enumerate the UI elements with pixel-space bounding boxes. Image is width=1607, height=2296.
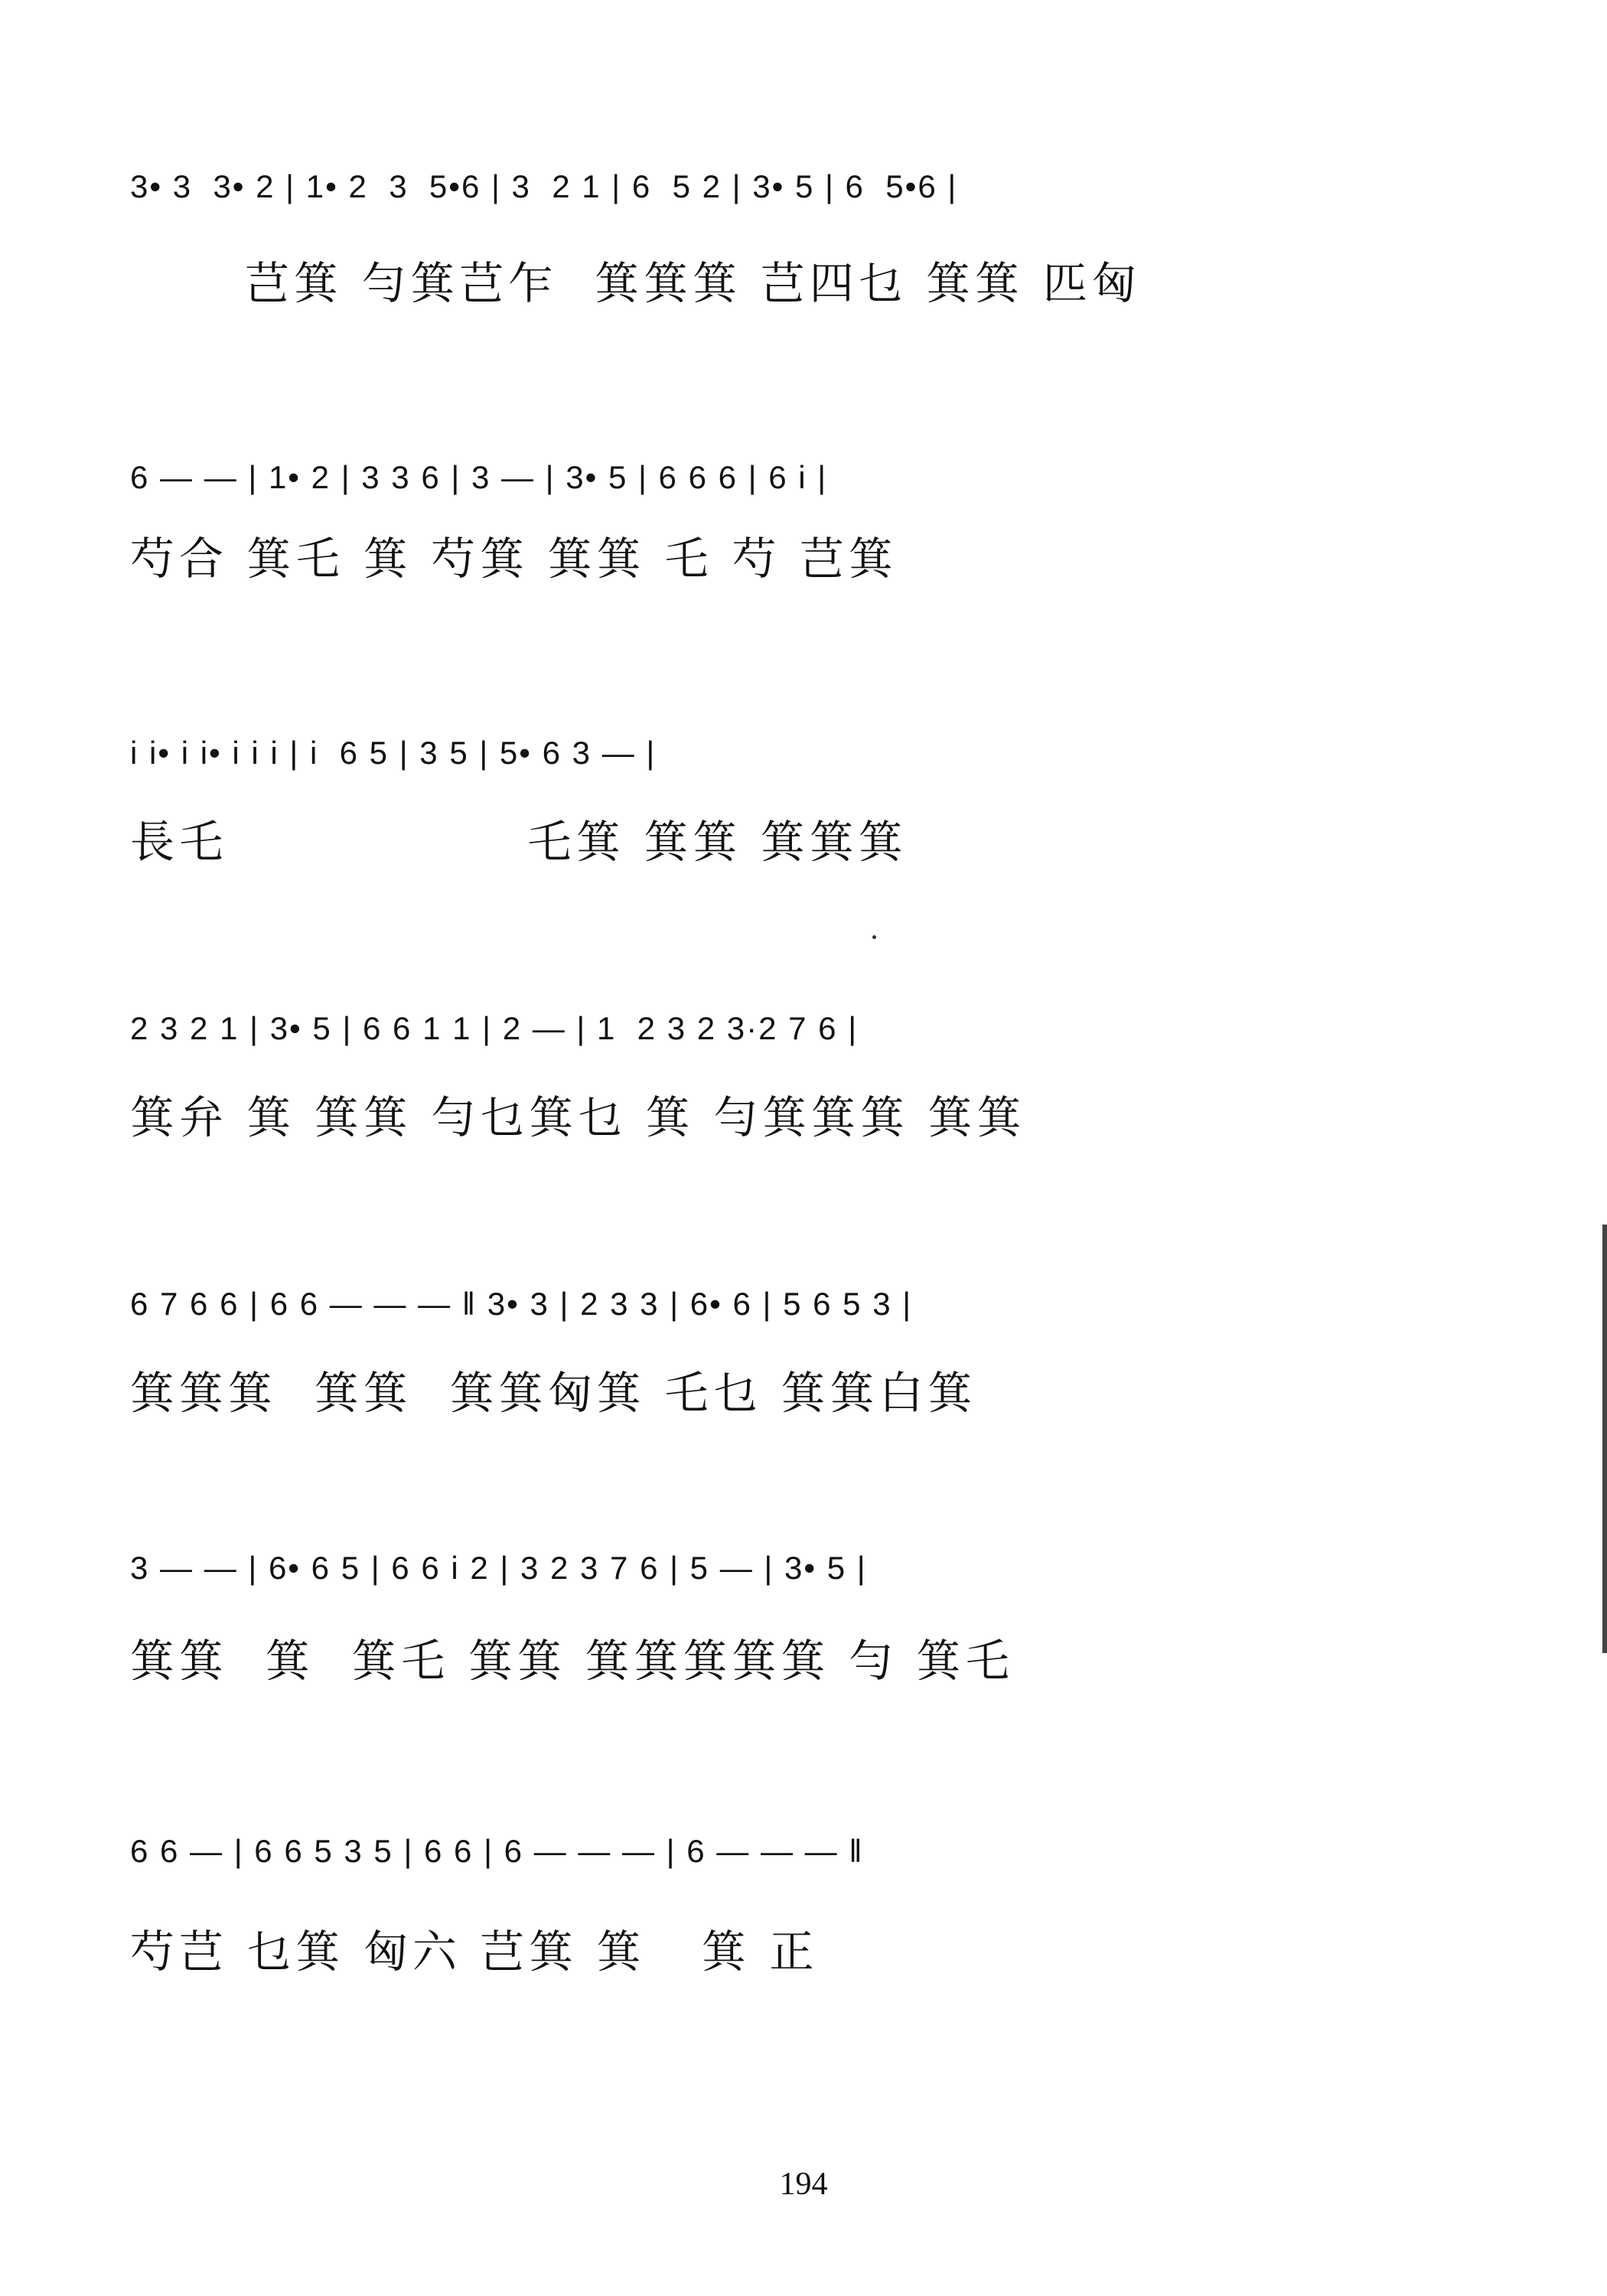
tablature-line-3: 長乇 乇箕 箕箕 箕箕箕 xyxy=(130,816,908,868)
notation-line-1: 3• 3 3• 2 | 1• 2 3 5•6 | 3 2 1 | 6 5 2 | 3• 5 | 6 5•6 | xyxy=(130,168,958,204)
tablature-line-7: 芍芑 乜箕 匈六 芑箕 箕 箕 正 xyxy=(130,1926,819,1978)
tablature-line-1: 芑箕 勻箕芑乍 箕箕箕 芑四乜 箕箕 匹匈 xyxy=(245,257,1141,309)
tablature-line-6: 箕箕 箕 箕乇 箕箕 箕箕箕箕箕 勻 箕乇 xyxy=(130,1635,1015,1687)
notation-line-3: i i• i i• i i i | i 6 5 | 3 5 | 5• 6 3 — | xyxy=(130,735,657,771)
tablature-line-5: 箕箕箕 箕箕 箕箕匈箕 乇乜 箕箕白箕 xyxy=(130,1367,977,1419)
notation-line-4: 2 3 2 1 | 3• 5 | 6 6 1 1 | 2 — | 1 2 3 2 3·2 7 6 | xyxy=(130,1010,859,1046)
stray-dot xyxy=(872,935,876,939)
tablature-line-2: 芍合 箕乇 箕 芍箕 箕箕 乇 芍 芑箕 xyxy=(130,533,898,585)
notation-line-6: 3 — — | 6• 6 5 | 6 6 i 2 | 3 2 3 7 6 | 5 — | 3• 5 | xyxy=(130,1550,867,1586)
notation-line-5: 6 7 6 6 | 6 6 — — — ‖ 3• 3 | 2 3 3 | 6• 6 | 5 6 5 3 | xyxy=(130,1286,913,1322)
notation-line-7: 6 6 — | 6 6 5 3 5 | 6 6 | 6 — — — | 6 — — — ‖ xyxy=(130,1833,864,1869)
tablature-line-4: 箕弁 箕 箕箕 勻乜箕乜 箕 勻箕箕箕 箕箕 xyxy=(130,1091,1026,1143)
notation-line-2: 6 — — | 1• 2 | 3 3 6 | 3 — | 3• 5 | 6 6 6 | 6 i | xyxy=(130,459,828,495)
margin-mark xyxy=(1602,1225,1607,1653)
page-number: 194 xyxy=(779,2167,828,2202)
